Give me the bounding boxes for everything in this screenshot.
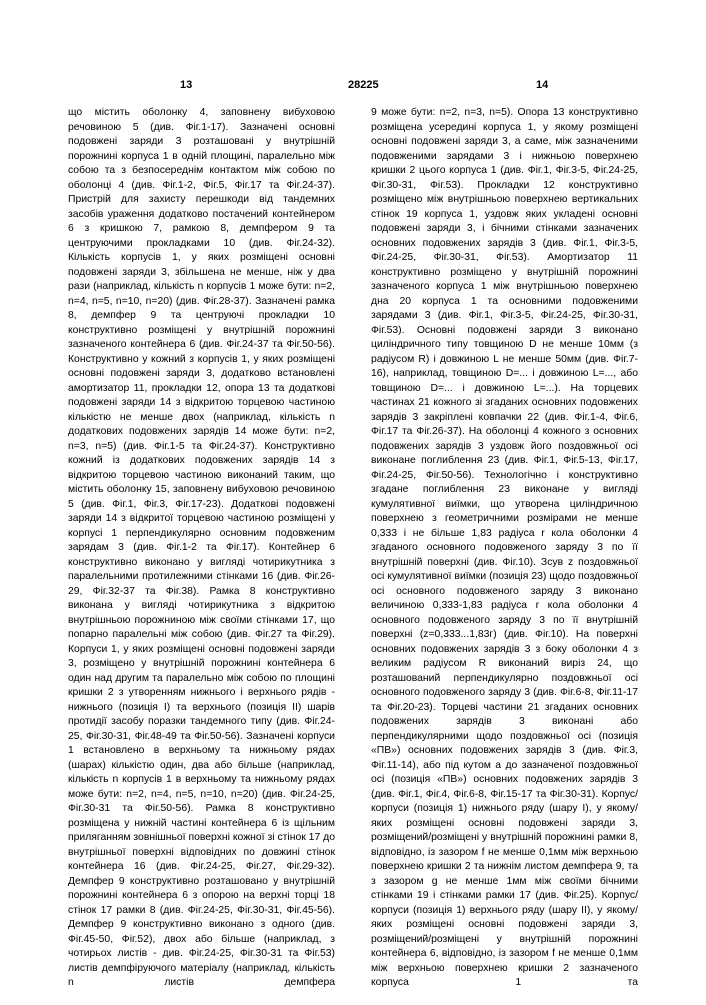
column-right-paragraph: 9 може бути: n=2, n=3, n=5). Опора 13 конструктивно розміщена усередині корпуса 1, у якому розміщені основні подовжені заряди 3, а саме, між зазначеними подовженими зарядами 3 і нижньою поверхнею кришки 2 цього корпуса 1 (див. Фіг.1, Фіг.3-5, Фіг.24-25, Фіг.30-31, Фіг.53). Прокладки 12 конструктивно розміщено між внутрішньою поверхнею вертикальних стінок 19 корпуса 1, уздовж яких укладені основні подовжені заряди 3, і бічними стінками зазначених основних подовжених зарядів 3 (див. Фіг.1, Фіг.3-5, Фіг.24-25, Фіг.30-31, Фіг.53). Амортизатор 11 конструктивно розміщено у внутрішній порожнині зазначеного корпуса 1 між внутрішньою поверхнею дна 20 корпуса 1 та основними подовженими зарядами 3 (див. Фіг.1, Фіг.3-5, Фіг.24-25, Фіг.30-31, Фіг.53). Основні подовжені заряди 3 виконано циліндричного типу товщиною D не менше 10мм (з радіусом R) і довжиною L не менше 50мм (див. Фіг.7-16), наприклад, товщиною D=... і довжиною L=..., або товщиною D=... і довжиною L=...). На торцевих частинах 21 кожного зі згаданих основних подовжених зарядів 3 закріплені ковпачки 22 (див. Фіг.1-4, Фіг.6, Фіг.17 та Фіг.26-37). На оболонці 4 кожного з основних подовжених зарядів 3 уздовж його поздовжньої осі виконане поглиблення 23 (див. Фіг.1, Фіг.5-13, Фіг.17, Фіг.24-25, Фіг.50-56). Технологічно і конструктивно згадане поглиблення 23 виконане у вигляді кумулятивної виїмки, що утворена циліндричною поверхнею з геометричними розмірами не менше 0,333 і не більше 1,83 радіуса r кола оболонки 4 згаданого основного подовженого заряду 3 по її внутрішній поверхні (див. Фіг.10). Зсув z поздовжньої осі кумулятивної виїмки (позиція 23) щодо поздовжньої осі основного подовженого заряду 3 виконано величиною 0,333-1,83 радіуса r кола оболонки 4 основного подовженого заряду 3 по її внутрішній поверхні (z=0,333...1,83г) (див. Фіг.10). На поверхні основних подовжених зарядів 3 з боку оболонки 4 з великим радіусом R виконаний виріз 24, що розташований перпендикулярно поздовжньої осі основного подовженого заряду 3 (див. Фіг.6-8, Фіг.11-17 та Фіг.20-23). Торцеві частини 21 згаданих основних подовжених зарядів 3 виконані або перпендикулярними щодо поздовжньої осі (позиція «ПВ») основних подовжених зарядів 3 (див. Фіг.3, Фіг.11-14), або під кутом а до зазначеної поздовжньої осі (позиція «ПВ») основних подовжених зарядів 3 (див. Фіг.1, Фіг.4, Фіг.6-8, Фіг.15-17 та Фіг.30-31). Корпус/корпуси (позиція 1) нижнього ряду (шару I), у якому/яких розміщені основні подовжені заряди 3, розміщений/розміщені у внутрішній порожнині рамки 8, відповідно, із зазором f не менше 0,1мм між верхньою поверхнею кришки 2 та нижнім листом демпфера 9, та з зазором g не менше 1мм між своїми бічними стінками 19 і стінками рамки 17 (див. Фіг.25). Корпус/корпуси (позиція 1) верхнього ряду (шару II), у якому/яких розміщені основні подовжені заряди 3, розміщений/розміщені у внутрішній порожнині контейнера 6, відповідно, із зазором f не менше 0,1мм між верхньою поверхнею кришки 2 зазначеного корпуса 1 та xyxy=(371,107,638,988)
publication-number: 28225 xyxy=(348,79,379,91)
left-page-number: 13 xyxy=(180,79,193,91)
column-left-paragraph: що містить оболонку 4, заповнену вибуховою речовиною 5 (див. Фіг.1-17). Зазначені основні подовжені заряди 3 розташовані у внутрішній порожнині корпуса 1 в одній площині, паралельно між собою та з безпосереднім контактом між собою по оболонці 4 (див. Фіг.1-2, Фіг.5, Фіг.17 та Фіг.24-37). Пристрій для захисту перешкоди від тандемних засобів ураження додатково постачений контейнером 6 з кришкою 7, рамкою 8, демпфером 9 та центруючими прокладками 10 (див. Фіг.24-32). Кількість корпусів 1, у яких розміщені основні подовжені заряди 3, збільшена не менше, ніж у два рази (наприклад, кількість n корпусів 1 може бути: n=2, n=4, n=5, n=10, n=20) (див. Фіг.28-37). Зазначені рамка 8, демпфер 9 та центруючі прокладки 10 конструктивно розміщені у внутрішній порожнині зазначеного контейнера 6 (див. Фіг.24-37 та Фіг.50-56). Конструктивно у кожний з корпусів 1, у яких розміщені основні подовжені заряди 3, додатково встановлені амортизатор 11, прокладки 12, опора 13 та додаткові подовжені заряди 14 з відкритою торцевою частиною кількістю не менше двох (наприклад, кількість n додаткових подовжених зарядів 14 може бути: n=2, n=3, n=5) (див. Фіг.1-5 та Фіг.24-37). Конструктивно кожний із додаткових подовжених зарядів 14 з відкритою торцевою частиною виконаний таким, що містить оболонку 15, заповнену вибуховою речовиною 5 (див. Фіг.1, Фіг.3, Фіг.17-23). Додаткові подовжені заряди 14 з відкритої торцевою частиною розміщені у корпусі 1 перпендикулярно основним подовженим зарядам 3 (див. Фіг.1-2 та Фіг.17). Контейнер 6 конструктивно виконано у вигляді чотирикутника з паралельними протилежними стінками 16 (див. Фіг.26-29, Фіг.32-37 та Фіг.38). Рамка 8 конструктивно виконана у вигляді чотирикутника з відкритою внутрішньою порожниною між своїми стінками 17, що попарно паралельні між собою (див. Фіг.27 та Фіг.29). Корпуси 1, у яких розміщені основні подовжені заряди 3, розміщено у внутрішній порожнині контейнера 6 один над другим та паралельно між собою по площині кришки 2 з утворенням нижнього і верхнього рядів - нижнього (позиція I) та верхнього (позиція II) шарів протидії засобу поразки тандемного типу (див. Фіг.24-25, Фіг.30-31, Фіг.48-49 та Фіг.50-56). Зазначені корпуси 1 встановлено в верхньому та нижньому рядах (шарах) кількістю один, два або більше (наприклад, кількість n корпусів 1 в верхньому та нижньому рядах може бути: n=2, n=4, n=5, n=10, n=20) (див. Фіг.24-25, Фіг.30-31 та Фіг.50-56). Рамка 8 конструктивно розміщена у нижній частині контейнера 6 із щільним приляганням зовнішньої поверхні кожної зі стінок 17 до внутрішньої поверхні відповідних по довжині стінок контейнера 16 (див. Фіг.24-25, Фіг.27, Фіг.29-32). Демпфер 9 конструктивно розташовано у внутрішній порожнині контейнера 6 з опорою на верхні торці 18 стінок 17 рамки 8 (див. Фіг.24-25, Фіг.30-31, Фіг.45-56). Демпфер 9 конструктивно виконано з одного (див. Фіг.45-50, Фіг.52), двох або більше (наприклад, з чотирьох листів - див. Фіг.24-25, Фіг.30-31 та Фіг.53) листів демпфіруючого матеріалу (наприклад, кількість n листів демпфера xyxy=(68,107,335,988)
page-header xyxy=(68,78,638,96)
text-column-left xyxy=(68,106,335,1005)
text-column-right xyxy=(371,106,638,1005)
right-page-number: 14 xyxy=(536,79,549,91)
